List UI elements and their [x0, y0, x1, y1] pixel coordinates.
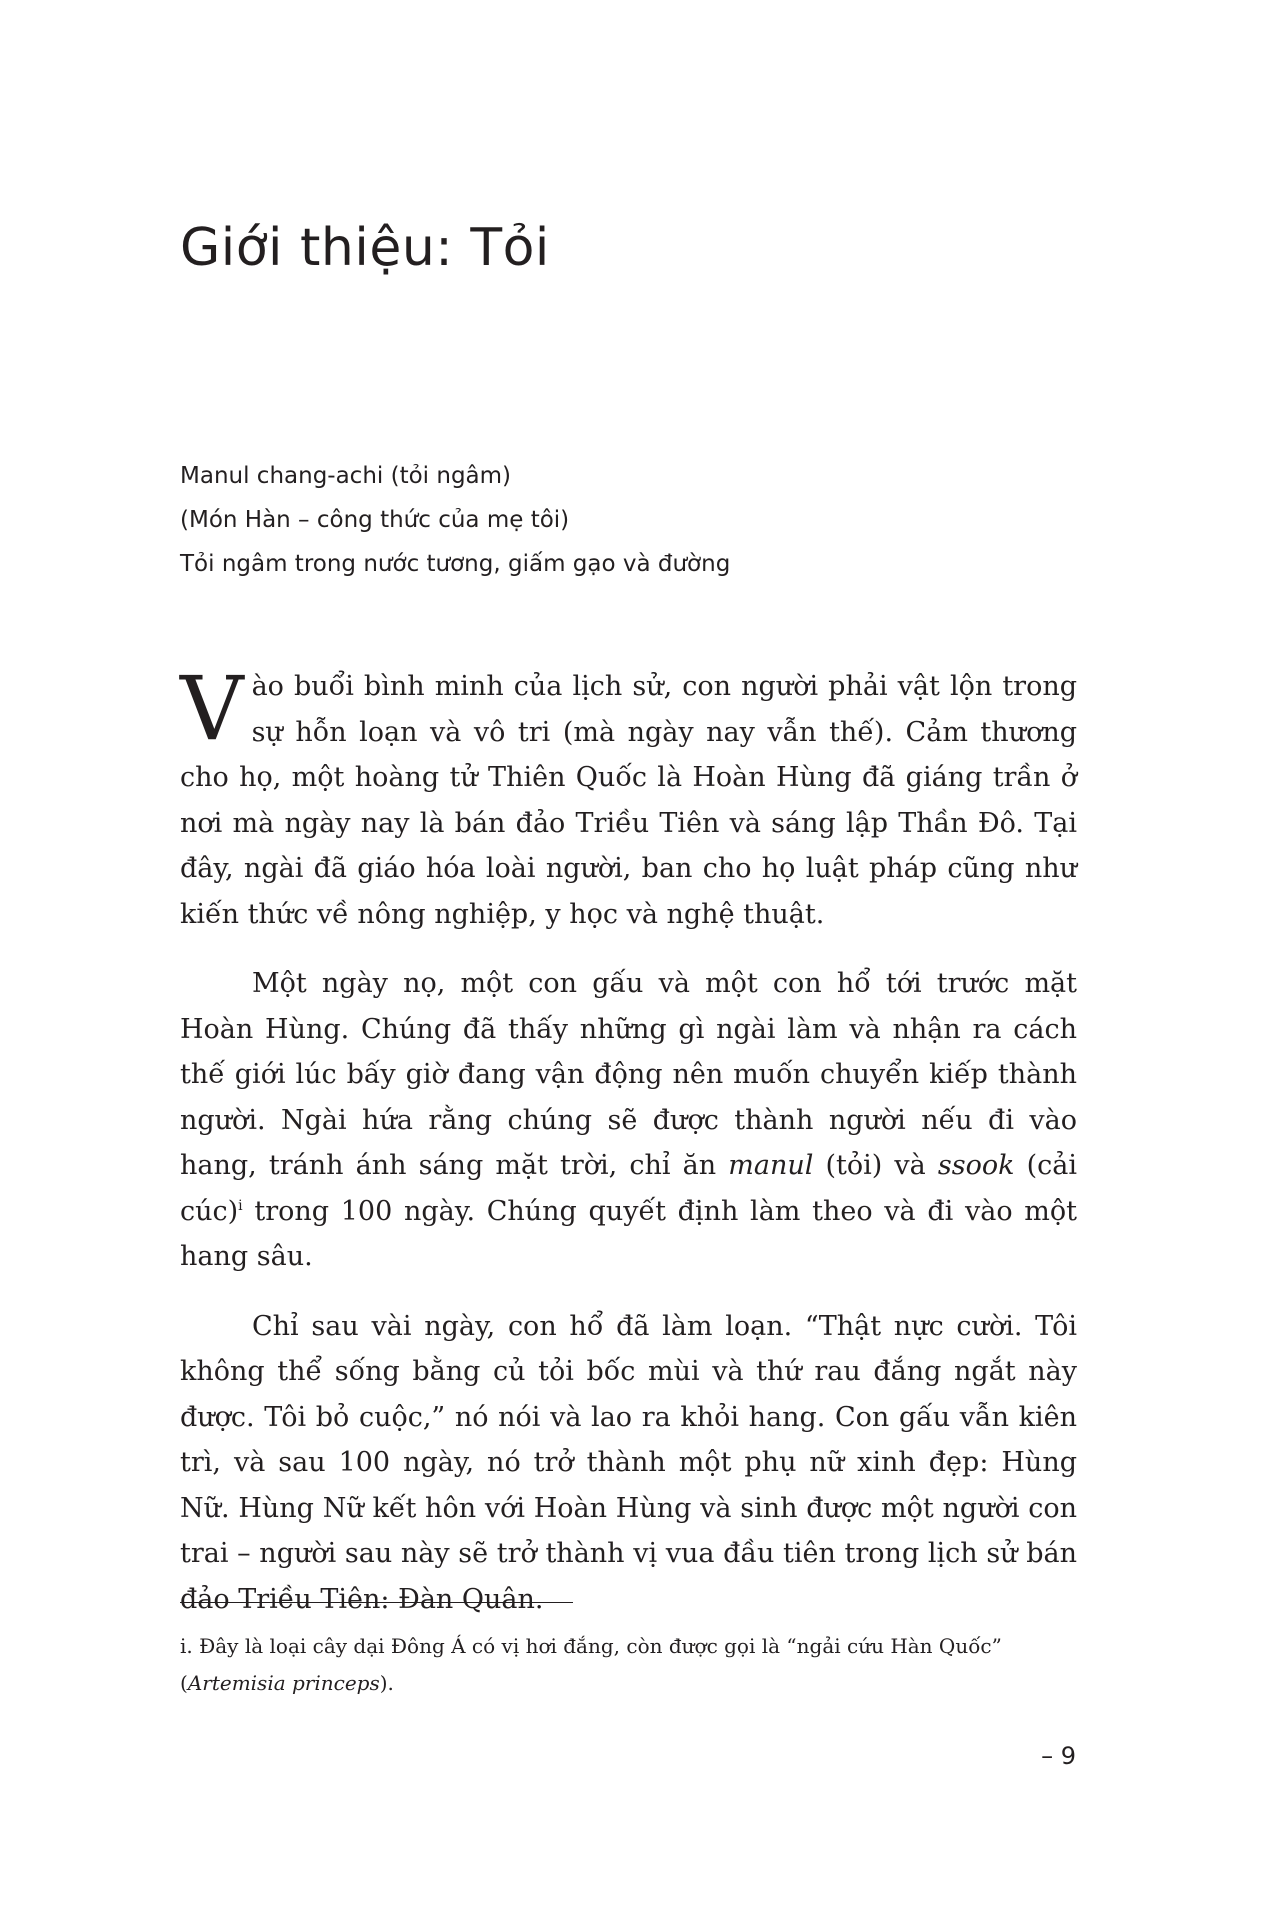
paragraph-1-text: ào buổi bình minh của lịch sử, con người phải vật lộn trong sự hỗn loạn và vô tri (mà ngày nay vẫn thế). Cảm thương cho họ, một hoàng tử Thiên Quốc là Hoàn Hùng đã giáng trần ở nơi mà ngày nay là bán đảo Triều Tiên và sáng lập Thần Đô. Tại đây, ngài đã giáo hóa loài người, ban cho họ luật pháp cũng như kiến thức về nông nghiệp, y học và nghệ thuật. — [180, 671, 1077, 930]
recipe-name: Manul chang-achi (tỏi ngâm) — [180, 463, 512, 489]
footnote-text: i. Đây là loại cây dại Đông Á có vị hơi đắng, còn được gọi là “ngải cứu Hàn Quốc” ( — [180, 1634, 1002, 1695]
term-manul: manul — [728, 1150, 814, 1181]
body-text — [180, 657, 1077, 1646]
term-ssook: ssook — [937, 1150, 1015, 1181]
recipe-description: Tỏi ngâm trong nước tương, giấm gạo và đường — [180, 551, 731, 577]
paragraph-2-text-d: trong 100 ngày. Chúng quyết định làm theo và đi vào một hang sâu. — [180, 1195, 1077, 1272]
footnote-end: ). — [379, 1671, 394, 1695]
footnote-latin-name: Artemisia princeps — [187, 1671, 380, 1695]
footnote-reference[interactable]: i — [238, 1197, 243, 1214]
paragraph-2-text-c: (cải cúc) — [180, 1150, 1077, 1227]
chapter-title: Giới thiệu: Tỏi — [180, 218, 550, 278]
paragraph-3-text: Chỉ sau vài ngày, con hổ đã làm loạn. “Thật nực cười. Tôi không thể sống bằng củ tỏi bốc mùi và thứ rau đắng ngắt này được. Tôi bỏ cuộc,” nó nói và lao ra khỏi hang. Con gấu vẫn kiên trì, và sau 100 ngày, nó trở thành một phụ nữ xinh đẹp: Hùng Nữ. Hùng Nữ kết hôn với Hoàn Hùng và sinh được một người con trai – người sau này sẽ trở thành vị vua đầu tiên trong lịch sử bán đảo Triều Tiên: Đàn Quân. — [180, 1310, 1077, 1615]
drop-cap: V — [180, 657, 244, 760]
footnote — [180, 1628, 1077, 1702]
paragraph-2 — [180, 961, 1077, 1280]
recipe-origin: (Món Hàn – công thức của mẹ tôi) — [180, 507, 570, 533]
paragraph-1 — [180, 657, 1077, 937]
page-number: – 9 — [1041, 1742, 1076, 1770]
paragraph-2-text-b: (tỏi) và — [813, 1150, 938, 1181]
footnote-divider — [180, 1602, 573, 1603]
paragraph-3 — [180, 1304, 1077, 1623]
recipe-header — [180, 454, 1100, 586]
paragraph-2-text-a: Một ngày nọ, một con gấu và một con hổ tới trước mặt Hoàn Hùng. Chúng đã thấy những gì ngài làm và nhận ra cách thế giới lúc bấy giờ đang vận động nên muốn chuyển kiếp thành người. Ngài hứa rằng chúng sẽ được thành người nếu đi vào hang, tránh ánh sáng mặt trời, chỉ ăn — [180, 968, 1077, 1181]
